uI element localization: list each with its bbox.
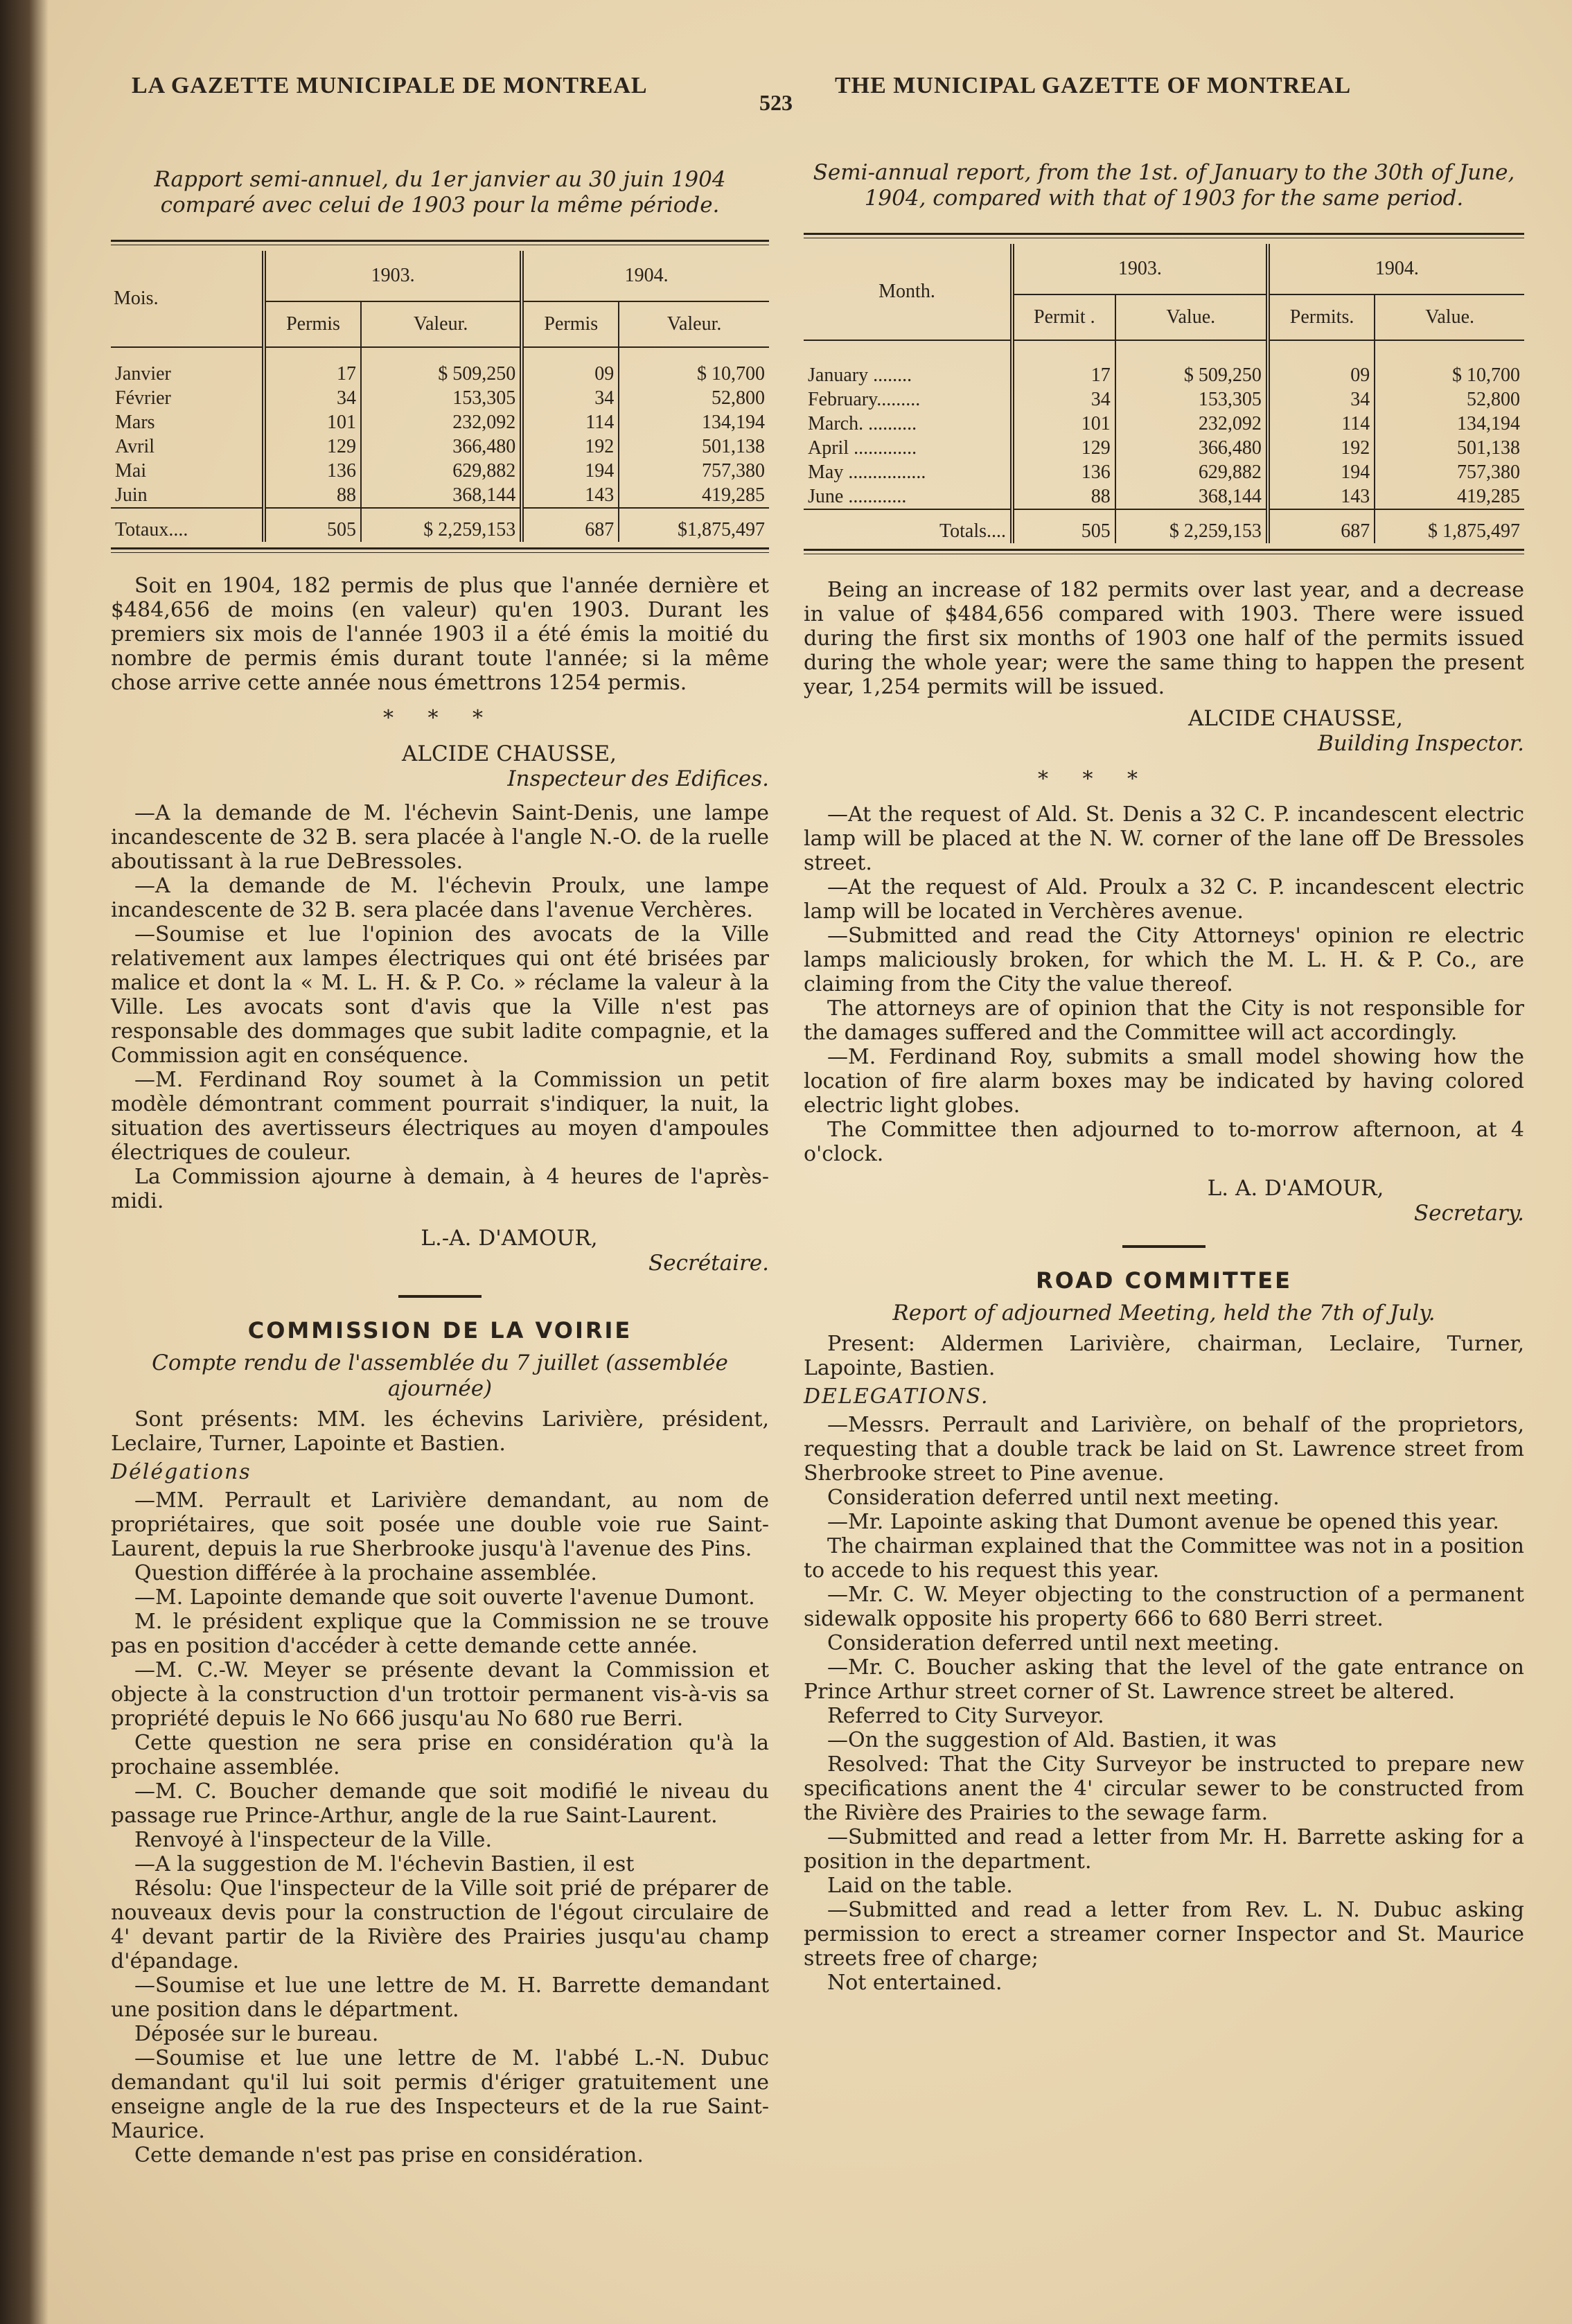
month-cell: Janvier [111, 362, 264, 386]
fr-secretary-title: Secrétaire. [648, 1251, 769, 1276]
table-row [111, 434, 769, 459]
table-row [804, 387, 1524, 412]
fr-item: —M. Lapointe demande que soit ouverte l'avenue Dumont. [134, 1585, 755, 1610]
permits-cell: 129 [1012, 436, 1115, 460]
month-cell: Avril [111, 434, 264, 459]
total-value-1903: $ 2,259,153 [361, 508, 522, 542]
en-caption-rule [804, 233, 1524, 238]
permits-cell: 88 [1012, 484, 1115, 509]
fr-caption-rule [111, 240, 769, 245]
en-item: —M. Ferdinand Roy, submits a small model showing how the location of fire alarm boxes may be indicated by having colored electric light globes. [804, 1045, 1524, 1118]
french-column [111, 146, 769, 2167]
table-row [111, 459, 769, 483]
fr-section-title: COMMISSION DE LA VOIRIE [247, 1317, 633, 1344]
en-signature-title: Building Inspector. [1317, 731, 1524, 756]
en-stars-divider: * * * [1037, 767, 1152, 791]
fr-item: Cette question ne sera prise en considération qu'à la prochaine assemblée. [111, 1731, 769, 1779]
fr-value-header-1903: Valeur. [361, 301, 522, 347]
permits-cell: 194 [1268, 460, 1375, 484]
total-permits-1904: 687 [1268, 509, 1375, 543]
en-section-subtitle: Report of adjourned Meeting, held the 7th of July. [892, 1301, 1436, 1326]
fr-item: Question différée à la prochaine assemblée. [134, 1561, 597, 1585]
value-cell: 368,144 [1115, 484, 1268, 509]
en-item: —Submitted and read a letter from Mr. H. Barrette asking for a position in the department. [804, 1825, 1524, 1874]
value-cell: 134,194 [1457, 413, 1520, 434]
en-summary: Being an increase of 182 permits over last year, and a decrease in value of $484,656 compared with 1903. There were issued during the first six months of 1903 one half of the permits issued during the whole year; were the same thing to happen the present year, 1,254 permits will be issued. [804, 578, 1524, 699]
en-year-1903: 1903. [1012, 244, 1268, 294]
table-row [111, 386, 769, 410]
value-cell: 232,092 [361, 410, 522, 434]
en-report-caption: Semi-annual report, from the 1st. of January to the 30th of June, 1904, compared with that of 1903 for the same period. [813, 160, 1515, 211]
fr-month-header: Mois. [111, 251, 264, 347]
en-item: The chairman explained that the Committee was not in a position to accede to his request this year. [804, 1534, 1524, 1583]
fr-permits-header-1904: Permis [522, 301, 619, 347]
en-item: Consideration deferred until next meeting. [827, 1631, 1280, 1655]
fr-item: —Soumise et lue une lettre de M. l'abbé L.-N. Dubuc demandant qu'il lui soit permis d'ériger gratuitement une enseigne angle de la rue des Inspecteurs et de la rue Saint-Maurice. [111, 2046, 769, 2143]
value-cell: $ 509,250 [361, 362, 522, 386]
value-cell: $ 10,700 [1452, 364, 1520, 386]
permits-cell: 114 [522, 410, 619, 434]
month-cell: February......... [804, 387, 1012, 412]
fr-item: —A la demande de M. l'échevin Saint-Denis, une lampe incandescente de 32 B. sera placée à l'angle N.-O. de la ruelle aboutissant à la rue DeBressoles. [111, 801, 769, 874]
en-value-header-1904: Value. [1375, 294, 1524, 340]
table-row [804, 460, 1524, 484]
total-permits-1903: 505 [1012, 509, 1115, 543]
value-cell: 757,380 [1457, 461, 1520, 483]
en-item: —Mr. C. W. Meyer objecting to the construction of a permanent sidewalk opposite his property 666 to 680 Berri street. [804, 1583, 1524, 1631]
permits-cell: 101 [264, 410, 361, 434]
en-year-1904: 1904. [1268, 244, 1524, 294]
month-cell: March. .......... [804, 412, 1012, 436]
totals-row [804, 509, 1524, 543]
fr-report-caption: Rapport semi-annuel, du 1er janvier au 30 juin 1904 comparé avec celui de 1903 pour la même période. [154, 167, 726, 218]
en-item: —Messrs. Perrault and Larivière, on behalf of the proprietors, requesting that a double track be laid on St. Lawrence street from Sherbrooke street to Pine avenue. [804, 1413, 1524, 1486]
fr-secretary-name: L.-A. D'AMOUR, [421, 1226, 598, 1251]
fr-section-subtitle: Compte rendu de l'assemblée du 7 juillet (assemblée ajournée) [152, 1350, 728, 1401]
en-signature-name: ALCIDE CHAUSSE, [1188, 706, 1403, 731]
value-cell: $ 10,700 [697, 363, 765, 385]
permits-cell: 192 [522, 434, 619, 459]
fr-item: —M. C. Boucher demande que soit modifié le niveau du passage rue Prince-Arthur, angle de la rue Saint-Laurent. [111, 1779, 769, 1828]
fr-item: M. le président explique que la Commission ne se trouve pas en position d'accéder à cette demande cette année. [111, 1610, 769, 1658]
fr-summary: Soit en 1904, 182 permis de plus que l'année dernière et $484,656 de moins (en valeur) qu'en 1903. Durant les premiers six mois de l'année 1903 il a été émis la moitié du nombre de permis émis durant toute l'année; si la même chose arrive cette année nous émettrons 1254 permis. [111, 574, 769, 695]
en-item: The attorneys are of opinion that the City is not responsible for the damages suffered and the Committee will act accordingly. [804, 996, 1524, 1045]
en-item: —Submitted and read a letter from Rev. L. N. Dubuc asking permission to erect a streamer corner Inspector and St. Maurice streets free of charge; [804, 1898, 1524, 1971]
value-cell: 419,285 [702, 484, 765, 506]
fr-item: Résolu: Que l'inspecteur de la Ville soit prié de préparer de nouveaux devis pour la construction de l'égout circulaire de 4' devant partir de la Rivière des Prairies jusqu'au champ d'épandage. [111, 1876, 769, 1973]
permits-cell: 101 [1012, 412, 1115, 436]
totals-row [111, 508, 769, 542]
fr-stars-divider: * * * [382, 706, 497, 730]
permits-cell: 136 [264, 459, 361, 483]
permits-cell: 192 [1268, 436, 1375, 460]
table-row [804, 484, 1524, 509]
value-cell: 153,305 [1115, 387, 1268, 412]
binding-gutter [0, 0, 48, 2324]
month-cell: June ............ [804, 484, 1012, 509]
en-item: —At the request of Ald. Proulx a 32 C. P. incandescent electric lamp will be located in Verchères avenue. [804, 875, 1524, 924]
table-row [111, 410, 769, 434]
value-cell: 134,194 [702, 412, 765, 433]
permits-cell: 129 [264, 434, 361, 459]
permits-cell: 34 [522, 386, 619, 410]
permits-cell: 09 [522, 362, 619, 386]
english-column [804, 139, 1524, 1995]
en-item: —Submitted and read the City Attorneys' opinion re electric lamps maliciously broken, for which the M. L. H. & P. Co., are claiming from the City the value thereof. [804, 924, 1524, 996]
month-cell: Février [111, 386, 264, 410]
fr-value-header-1904: Valeur. [619, 301, 769, 347]
permits-cell: 34 [264, 386, 361, 410]
en-value-header-1903: Value. [1115, 294, 1268, 340]
en-present: Present: Aldermen Larivière, chairman, Leclaire, Turner, Lapointe, Bastien. [804, 1332, 1524, 1380]
fr-section-rule [398, 1295, 482, 1298]
en-permits-header-1903: Permit . [1012, 294, 1115, 340]
month-cell: Mai [111, 459, 264, 483]
value-cell: 153,305 [361, 386, 522, 410]
value-cell: 52,800 [712, 387, 765, 409]
total-permits-1903: 505 [264, 508, 361, 542]
value-cell: 232,092 [1115, 412, 1268, 436]
month-cell: April ............. [804, 436, 1012, 460]
permits-cell: 17 [264, 362, 361, 386]
total-value-1904: $1,875,497 [619, 508, 769, 542]
en-section-title: ROAD COMMITTEE [1036, 1267, 1292, 1294]
fr-signature-name: ALCIDE CHAUSSE, [402, 741, 617, 766]
table-row [804, 412, 1524, 436]
fr-item: Cette demande n'est pas prise en considération. [134, 2143, 644, 2167]
permits-cell: 34 [1012, 387, 1115, 412]
totals-label: Totals.... [804, 509, 1012, 543]
en-item: Not entertained. [827, 1971, 1003, 1995]
total-value-1904: $ 1,875,497 [1375, 509, 1524, 543]
fr-item: —A la demande de M. l'échevin Proulx, une lampe incandescente de 32 B. sera placée dans l'avenue Verchères. [111, 874, 769, 922]
fr-item: —M. C.-W. Meyer se présente devant la Commission et objecte à la construction d'un trottoir permanent vis-à-vis sa propriété depuis le No 666 jusqu'au No 680 rue Berri. [111, 1658, 769, 1731]
en-item: —Mr. C. Boucher asking that the level of the gate entrance on Prince Arthur street corner of St. Lawrence street be altered. [804, 1655, 1524, 1704]
fr-present: Sont présents: MM. les échevins Larivière, président, Leclaire, Turner, Lapointe et Bastien. [111, 1407, 769, 1456]
value-cell: 757,380 [702, 460, 765, 482]
value-cell: 366,480 [1115, 436, 1268, 460]
permits-cell: 194 [522, 459, 619, 483]
value-cell: 52,800 [1467, 389, 1520, 410]
fr-item: Déposée sur le bureau. [134, 2022, 379, 2046]
en-item: The Committee then adjourned to to-morrow afternoon, at 4 o'clock. [804, 1118, 1524, 1166]
en-permits-header-1904: Permits. [1268, 294, 1375, 340]
total-value-1903: $ 2,259,153 [1115, 509, 1268, 543]
value-cell: 366,480 [361, 434, 522, 459]
page-number: 523 [759, 90, 793, 115]
month-cell: May ................ [804, 460, 1012, 484]
fr-item: —M. Ferdinand Roy soumet à la Commission un petit modèle démontrant comment pourrait s'indiquer, la nuit, la situation des avertisseurs électriques au moyen d'ampoules électriques de couleur. [111, 1068, 769, 1165]
fr-permits-table [111, 251, 769, 542]
en-item: —Mr. Lapointe asking that Dumont avenue be opened this year. [827, 1510, 1499, 1534]
en-item: —On the suggestion of Ald. Bastien, it was [827, 1728, 1277, 1752]
en-table-bottom-rule [804, 549, 1524, 554]
fr-item: —A la suggestion de M. l'échevin Bastien, il est [134, 1852, 635, 1876]
permits-cell: 88 [264, 483, 361, 508]
en-section-rule [1122, 1245, 1206, 1248]
fr-table-bottom-rule [111, 547, 769, 553]
fr-item: —Soumise et lue l'opinion des avocats de la Ville relativement aux lampes électriques qui ont été brisées par malice et dont la « M. L. H. & P. Co. » réclame la valeur à la Ville. Les avocats sont d'avis que la Ville n'est pas responsable des dommages que subit ladite compagnie, et la Commission agit en conséquence. [111, 922, 769, 1068]
english-running-head: THE MUNICIPAL GAZETTE OF MONTREAL [835, 73, 1352, 98]
table-row [804, 363, 1524, 387]
table-row [804, 436, 1524, 460]
value-cell: $ 509,250 [1115, 363, 1268, 387]
month-cell: January ........ [804, 363, 1012, 387]
en-item: Referred to City Surveyor. [827, 1704, 1104, 1728]
permits-cell: 09 [1268, 363, 1375, 387]
permits-cell: 34 [1268, 387, 1375, 412]
en-permits-table [804, 244, 1524, 543]
value-cell: 368,144 [361, 483, 522, 508]
permits-cell: 17 [1012, 363, 1115, 387]
fr-permits-header-1903: Permis [264, 301, 361, 347]
value-cell: 501,138 [702, 436, 765, 457]
french-running-head: LA GAZETTE MUNICIPALE DE MONTREAL [132, 73, 648, 98]
en-item: Resolved: That the City Surveyor be instructed to prepare new specifications anent the 4' circular sewer to be constructed from the Rivière des Prairies to the sewage farm. [804, 1752, 1524, 1825]
fr-signature-title: Inspecteur des Edifices. [507, 766, 769, 791]
en-item: Consideration deferred until next meeting. [827, 1486, 1280, 1510]
en-secretary-name: L. A. D'AMOUR, [1207, 1176, 1384, 1201]
permits-cell: 114 [1268, 412, 1375, 436]
fr-item: —MM. Perrault et Larivière demandant, au nom de propriétaires, que soit posée une double voie rue Saint-Laurent, depuis la rue Sherbrooke jusqu'à l'avenue des Pins. [111, 1488, 769, 1561]
value-cell: 629,882 [1115, 460, 1268, 484]
permits-cell: 143 [1268, 484, 1375, 509]
value-cell: 419,285 [1457, 486, 1520, 507]
permits-cell: 136 [1012, 460, 1115, 484]
fr-item: —Soumise et lue une lettre de M. H. Barrette demandant une position dans le départment. [111, 1973, 769, 2022]
total-permits-1904: 687 [522, 508, 619, 542]
fr-item: La Commission ajourne à demain, à 4 heures de l'après-midi. [111, 1165, 769, 1213]
totals-label: Totaux.... [111, 508, 264, 542]
value-cell: 501,138 [1457, 437, 1520, 459]
table-row [111, 483, 769, 508]
month-cell: Mars [111, 410, 264, 434]
value-cell: 629,882 [361, 459, 522, 483]
en-month-header: Month. [804, 244, 1012, 340]
fr-year-1903: 1903. [264, 251, 522, 301]
fr-year-1904: 1904. [522, 251, 769, 301]
fr-delegations-heading: Délégations [111, 1460, 251, 1484]
en-delegations-heading: DELEGATIONS. [804, 1384, 989, 1409]
permits-cell: 143 [522, 483, 619, 508]
month-cell: Juin [111, 483, 264, 508]
en-item: —At the request of Ald. St. Denis a 32 C. P. incandescent electric lamp will be placed at the N. W. corner of the lane off De Bressoles street. [804, 802, 1524, 875]
table-row [111, 362, 769, 386]
en-item: Laid on the table. [827, 1874, 1013, 1898]
en-secretary-title: Secretary. [1413, 1201, 1524, 1226]
fr-item: Renvoyé à l'inspecteur de la Ville. [134, 1828, 492, 1852]
